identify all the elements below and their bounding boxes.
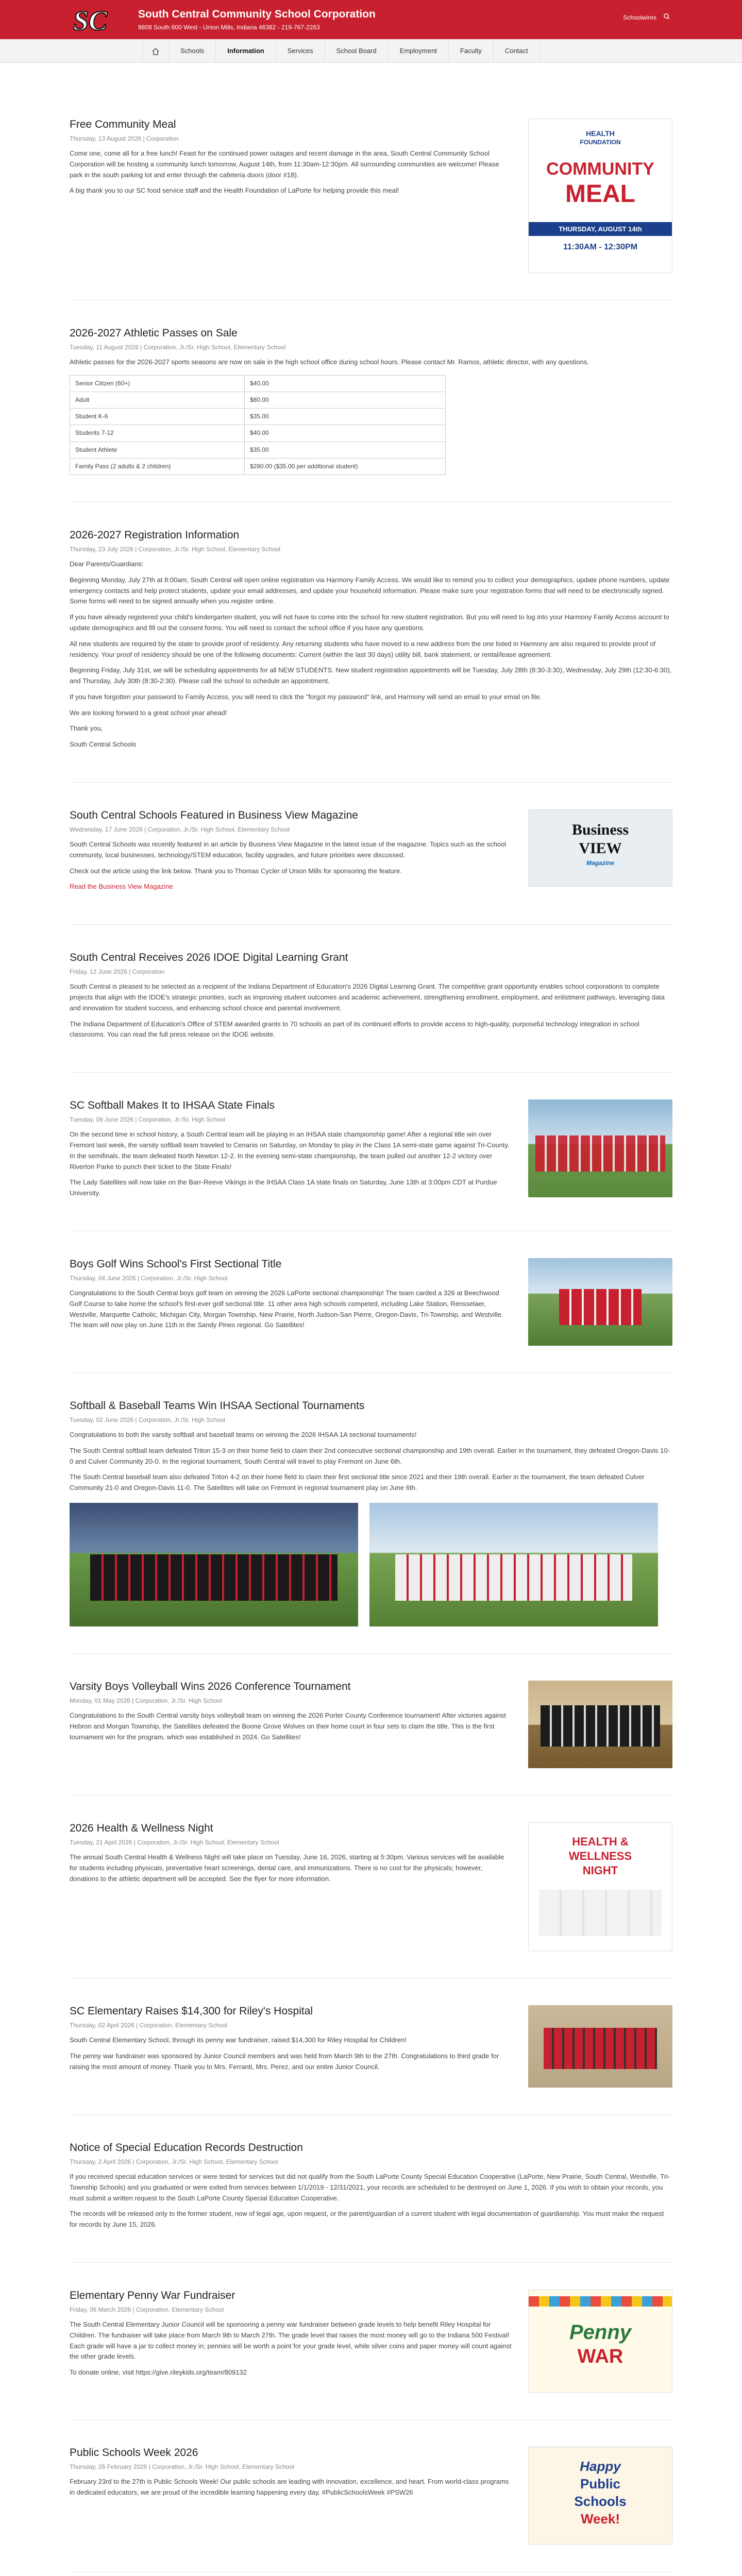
post-meta: Thursday, 26 February 2026 | Corporation, Jr./Sr. High School, Elementary School	[70, 2463, 294, 2470]
home-icon[interactable]	[152, 48, 159, 55]
nav-home[interactable]	[142, 39, 169, 63]
svg-text:SC: SC	[73, 5, 108, 36]
post-paragraph: Thank you,	[70, 724, 103, 733]
table-row	[70, 392, 446, 408]
news-post	[70, 1400, 672, 1654]
post-paragraph: South Central is pleased to be selected as a recipient of the Indiana Department of Education's 2026 Digital Learning Grant. The competitive grant opportunity enables school corporations to complete projects that align with the IDOE's strategic priorities, such as improving student outcomes and academic achievement, strengthening enrollment, employment, and enlistment pathways, leveraging data and innovation for student success, and enhancing school choice and parental involvement.	[70, 982, 665, 1012]
news-list	[70, 63, 672, 2576]
nav-contact[interactable]: Contact	[494, 39, 540, 63]
post-paragraph: The Indiana Department of Education's Office of STEM awarded grants to 70 schools as part of its continued efforts to provide access to high-quality, purposeful technology integration in school classrooms. You can read the full press release on the IDOE website.	[70, 1020, 639, 1039]
post-paragraph: If you received special education services or were tested for services but did not qualify from the South LaPorte County Special Education Cooperative (LaPorte, New Prairie, South Central, Westville, Tri-Township Schools) and you graduated or were exited from services between 1/1/2019 - 12/31/2021, your records are scheduled to be destroyed on June 1, 2026. If you wish to obtain your records, you must submit a written request to the South LaPorte County Special Education Cooperative.	[70, 2173, 670, 2202]
table-row	[70, 409, 446, 425]
table-row	[70, 425, 446, 442]
nav-schools[interactable]: Schools	[169, 39, 216, 63]
post-title[interactable]: South Central Schools Featured in Business View Magazine	[70, 809, 358, 822]
nav-faculty[interactable]: Faculty	[449, 39, 494, 63]
riley-fundraiser-photo[interactable]	[528, 2005, 672, 2088]
public-schools-week-flyer[interactable]: Happy Public Schools Week!	[528, 2447, 672, 2545]
table-row	[70, 442, 446, 458]
post-meta: Thursday, 13 August 2026 | Corporation	[70, 135, 179, 142]
price-label: Senior Citizen (60+)	[70, 375, 245, 392]
top-bar	[0, 0, 742, 39]
price-value: $35.00	[245, 442, 446, 458]
post-paragraph: If you have already registered your child's kindergarten student, you will not have to come into the school for new student registration. But you will need to log into your Harmony Family Access account to update demographics and fill out the consent forms. You will need to contact the school office if you have any questions.	[70, 613, 669, 632]
post-paragraph: Come one, come all for a free lunch! Feast for the continued power outages and recent damage in the area, South Central Community School Corporation will be hosting a community lunch tomorrow, August 14th, from 11:30am-12:30pm. All surrounding communities are welcome! Please park in the south parking lot and enter through the cafeteria doors (door #18).	[70, 149, 499, 179]
post-title[interactable]: Notice of Special Education Records Destruction	[70, 2142, 303, 2154]
search-link[interactable]	[664, 13, 670, 21]
post-meta: Thursday, 23 July 2026 | Corporation, Jr./Sr. High School, Elementary School	[70, 545, 281, 553]
news-post	[70, 2290, 672, 2420]
post-title[interactable]: Boys Golf Wins School's First Sectional Title	[70, 1258, 282, 1270]
post-paragraph: The Lady Satellites will now take on the Barr-Reeve Vikings in the IHSAA Class 1A state finals on Saturday, June 13th at 3:00pm CDT at Purdue University.	[70, 1178, 497, 1197]
price-value: $40.00	[245, 375, 446, 392]
post-title[interactable]: Free Community Meal	[70, 118, 176, 130]
news-post	[70, 809, 672, 925]
post-paragraph: On the second time in school history, a South Central team will be playing in an IHSAA state championship game! After a regional title win over Fremont last week, the varsity softball team traveled to Cenanis on Saturday, on Monday to play in the Class 1A semi-state game against Tri-County. In the semifinals, the team defeated North Newton 12-2. In the evening semi-state championship, the team pulled out another 12-2 victory over Riverton Parke to punch their ticket to the State Finals!	[70, 1130, 510, 1171]
post-paragraph: Check out the article using the link below. Thank you to Thomas Cycler of Union Mills for sponsoring the feature.	[70, 867, 402, 875]
post-title[interactable]: SC Softball Makes It to IHSAA State Finals	[70, 1099, 275, 1112]
penny-war-flyer[interactable]: Penny WAR	[528, 2290, 672, 2393]
post-paragraph: All new students are required by the state to provide proof of residency. Any returning students who have moved to a new address from the one listed in Harmony are also required to provide proof of residency. Your proof of residency should be one of the following documents: Current (within the last 30 days) utility bill, bank statement, or rental/lease agreement.	[70, 639, 656, 658]
nav-information[interactable]: Information	[216, 39, 276, 63]
news-post	[70, 1099, 672, 1231]
schoolwires-link[interactable]: Schoolwires	[623, 13, 656, 21]
news-post	[70, 2005, 672, 2115]
search-icon[interactable]	[664, 13, 670, 20]
post-paragraph: South Central Elementary School, through its penny war fundraiser, raised $14,300 for Riley Hospital for Children!	[70, 2036, 407, 2044]
news-post	[70, 2142, 672, 2263]
news-post	[70, 118, 672, 300]
post-meta: Tuesday, 11 August 2026 | Corporation, Jr./Sr. High School, Elementary School	[70, 344, 286, 351]
school-address: 9808 South 600 West - Union Mills, Indiana 46382 - 219-767-2263	[138, 24, 320, 31]
post-paragraph: If you have forgotten your password to Family Access, you will need to click the "forgot my password" link, and Harmony will send an email to your email on file.	[70, 692, 542, 701]
news-post	[70, 2447, 672, 2572]
post-paragraph: Congratulations to the South Central boys golf team on winning the 2026 LaPorte sectional championship! The team carded a 326 at Beechwood Golf Course to take home the school's first-ever golf sectional title. 11 other area high schools competed, including Lake Station, Rensselaer, Westville, Marquette Catholic, Michigan City, Morgan Township, New Prairie, North Judson-San Pierre, Oregon-Davis, Tri-Township, and Westville. The team will now play on June 11th in the Sandy Pines regional. Go Satellites!	[70, 1289, 503, 1329]
post-paragraph: To donate online, visit https://give.rileykids.org/team/809132	[70, 2368, 247, 2377]
post-title[interactable]: Softball & Baseball Teams Win IHSAA Sectional Tournaments	[70, 1400, 365, 1412]
post-paragraph: Congratulations to both the varsity softball and baseball teams on winning the 2026 IHSAA 1A sectional tournaments!	[70, 1431, 417, 1439]
news-post	[70, 1681, 672, 1795]
softball-sectional-photo[interactable]	[70, 1503, 358, 1626]
softball-team-photo[interactable]	[528, 1099, 672, 1197]
news-post	[70, 529, 672, 783]
post-meta: Thursday, 04 June 2026 | Corporation, Jr./Sr. High School	[70, 1275, 228, 1282]
post-paragraph: Beginning Friday, July 31st, we will be scheduling appointments for all NEW STUDENTS. New student registration appointments will be Tuesday, July 28th (8:30-3:30), Wednesday, July 29th (12:30-6:30), and Thursday, July 30th (8:30-2:30). Please call the school to schedule an appointment.	[70, 666, 672, 685]
business-view-image[interactable]: Business VIEW Magazine	[528, 809, 672, 887]
top-links	[623, 13, 670, 21]
nav-employment[interactable]: Employment	[389, 39, 449, 63]
baseball-sectional-photo[interactable]	[369, 1503, 658, 1626]
post-meta: Friday, 12 June 2026 | Corporation	[70, 968, 165, 976]
post-paragraph: The records will be released only to the former student, now of legal age, upon request, or the parent/guardian of a current student with legal documentation of guardianship. You must make the request for records by June 15, 2026.	[70, 2210, 664, 2229]
post-title[interactable]: 2026 Health & Wellness Night	[70, 1822, 213, 1835]
news-post	[70, 1258, 672, 1373]
post-meta: Tuesday, 21 April 2026 | Corporation, Jr./Sr. High School, Elementary School	[70, 1839, 279, 1846]
price-label: Adult	[70, 392, 245, 408]
post-meta: Tuesday, 02 June 2026 | Corporation, Jr./Sr. High School	[70, 1416, 225, 1424]
news-post	[70, 1822, 672, 1978]
post-paragraph: We are looking forward to a great school year ahead!	[70, 708, 227, 717]
main-nav	[0, 39, 742, 63]
post-meta: Friday, 06 March 2026 | Corporation, Elementary School	[70, 2306, 224, 2313]
post-title[interactable]: South Central Receives 2026 IDOE Digital Learning Grant	[70, 952, 348, 964]
health-wellness-flyer[interactable]: HEALTH & WELLNESS NIGHT	[528, 1822, 672, 1951]
post-paragraph: The penny war fundraiser was sponsored by Junior Council members and was held from March 9th to the 27th. Congratulations to third grade for raising the most amount of money. Thank you to Mrs. Ferranti, Mrs. Perez, and our entire Junior Council.	[70, 2052, 499, 2071]
community-meal-flyer[interactable]: HEALTH FOUNDATION COMMUNITY MEAL THURSDAY, AUGUST 14th 11:30AM - 12:30PM	[528, 118, 672, 273]
post-title[interactable]: SC Elementary Raises $14,300 for Riley's Hospital	[70, 2005, 313, 2018]
post-meta: Wednesday, 17 June 2026 | Corporation, Jr./Sr. High School, Elementary School	[70, 826, 290, 834]
post-paragraph: South Central Schools	[70, 740, 137, 749]
price-value: $35.00	[245, 409, 446, 425]
post-paragraph: The annual South Central Health & Wellness Night will take place on Tuesday, June 16, 2026, starting at 5:30pm. Various services will be available for students including physicals, preventative heart screenings, dental care, and immunizations. There is no cost for the physicals; however, donations to the athletic department will be accepted. See the flyer for more information.	[70, 1853, 504, 1883]
school-name[interactable]: South Central Community School Corporation	[138, 8, 376, 20]
post-meta: Tuesday, 09 June 2026 | Corporation, Jr./Sr. High School	[70, 1116, 225, 1124]
price-value: $280.00 ($35.00 per additional student)	[245, 458, 446, 474]
post-paragraph: South Central Schools was recently featured in an article by Business View Magazine in the latest issue of the magazine. Topics such as the school community, local businesses, technology/STEM education, facility upgrades, and future priorities were discussed.	[70, 840, 507, 859]
post-paragraph: February 23rd to the 27th is Public Schools Week! Our public schools are leading with innovation, excellence, and heart. From world-class programs in dedicated educators, we are proud of the incredible learning happening every day. #PublicSchoolsWeek #PSW26	[70, 2478, 509, 2496]
post-title[interactable]: 2026-2027 Athletic Passes on Sale	[70, 327, 238, 339]
post-meta: Thursday, 2 April 2026 | Corporation, Jr./Sr. High School, Elementary School	[70, 2158, 278, 2166]
nav-school-board[interactable]: School Board	[325, 39, 389, 63]
post-meta: Monday, 01 May 2026 | Corporation, Jr./Sr. High School	[70, 1697, 222, 1705]
nav-services[interactable]: Services	[276, 39, 325, 63]
post-paragraph: Congratulations to the South Central varsity boys volleyball team on winning the 2026 Porter County Conference tournament! After victories against Hebron and Morgan Township, the Satellites defeated the Boone Grove Wolves on their home court in four sets to claim the title. This is the first tournament win for the program, which was established in 2024. Go Satellites!	[70, 1711, 506, 1741]
price-value: $40.00	[245, 425, 446, 442]
news-post	[70, 327, 672, 502]
post-title[interactable]: Elementary Penny War Fundraiser	[70, 2290, 235, 2301]
post-title[interactable]: Public Schools Week 2026	[70, 2447, 198, 2459]
post-paragraph: Dear Parents/Guardians:	[70, 560, 144, 568]
golf-team-photo[interactable]	[528, 1258, 672, 1346]
table-row	[70, 458, 446, 474]
table-row	[70, 375, 446, 392]
athletic-pass-price-table	[70, 375, 446, 475]
post-paragraph: Beginning Monday, July 27th at 8:00am, South Central will open online registration via Harmony Family Access. We would like to remind you to collect your demographics, update phone numbers, update emergency contacts and help protect students, update your email addresses, and update your household information. Please make sure your registration forms that will need to be electronically signed. Some forms will need to be signed annually when you register online.	[70, 575, 670, 605]
price-label: Student K-6	[70, 409, 245, 425]
post-paragraph: The South Central softball team defeated Triton 15-3 on their home field to claim their 2nd consecutive sectional championship and 19th overall. Earlier in the tournament, they defeated Oregon-Davis 10-0 and Culver Community 20-0. In the regional tournament, South Central will travel to play Fremont on June 6th.	[70, 1446, 670, 1465]
volleyball-team-photo[interactable]	[528, 1681, 672, 1768]
price-label: Family Pass (2 adults & 2 children)	[70, 458, 245, 474]
post-title[interactable]: Varsity Boys Volleyball Wins 2026 Conference Tournament	[70, 1681, 351, 1693]
news-post	[70, 952, 672, 1073]
post-paragraph: Athletic passes for the 2026-2027 sports seasons are now on sale in the high school office during school hours. Please contact Mr. Ramos, athletic director, with any questions.	[70, 358, 589, 366]
price-label: Students 7-12	[70, 425, 245, 442]
post-meta: Thursday, 02 April 2026 | Corporation, Elementary School	[70, 2022, 227, 2029]
post-paragraph: The South Central Elementary Junior Council will be sponsoring a penny war fundraiser between grade levels to help benefit Riley Hospital for Children. The fundraiser will take place from March 9th to March 27th. The grade level that raises the most money will go to the Indiana 500 Festival! Each grade will have a jar to collect money in; pennies will be worth a point for your grade level, while silver coins and paper money will count against the other grade levels.	[70, 2320, 512, 2361]
price-label: Student Athlete	[70, 442, 245, 458]
school-logo-icon[interactable]	[70, 3, 116, 36]
post-title[interactable]: 2026-2027 Registration Information	[70, 529, 240, 541]
business-view-link[interactable]: Read the Business View Magazine	[70, 883, 173, 891]
price-value: $80.00	[245, 392, 446, 408]
post-paragraph: The South Central baseball team also defeated Triton 4-2 on their home field to claim their first sectional title since 2021 and their 19th overall. Earlier in the tournament, the team defeated Culver Community 21-0 and Oregon-Davis 11-0. The Satellites will take on Fremont in regional tournament play on June 6th.	[70, 1473, 645, 1492]
post-paragraph: A big thank you to our SC food service staff and the Health Foundation of LaPorte for helping provide this meal!	[70, 187, 399, 195]
